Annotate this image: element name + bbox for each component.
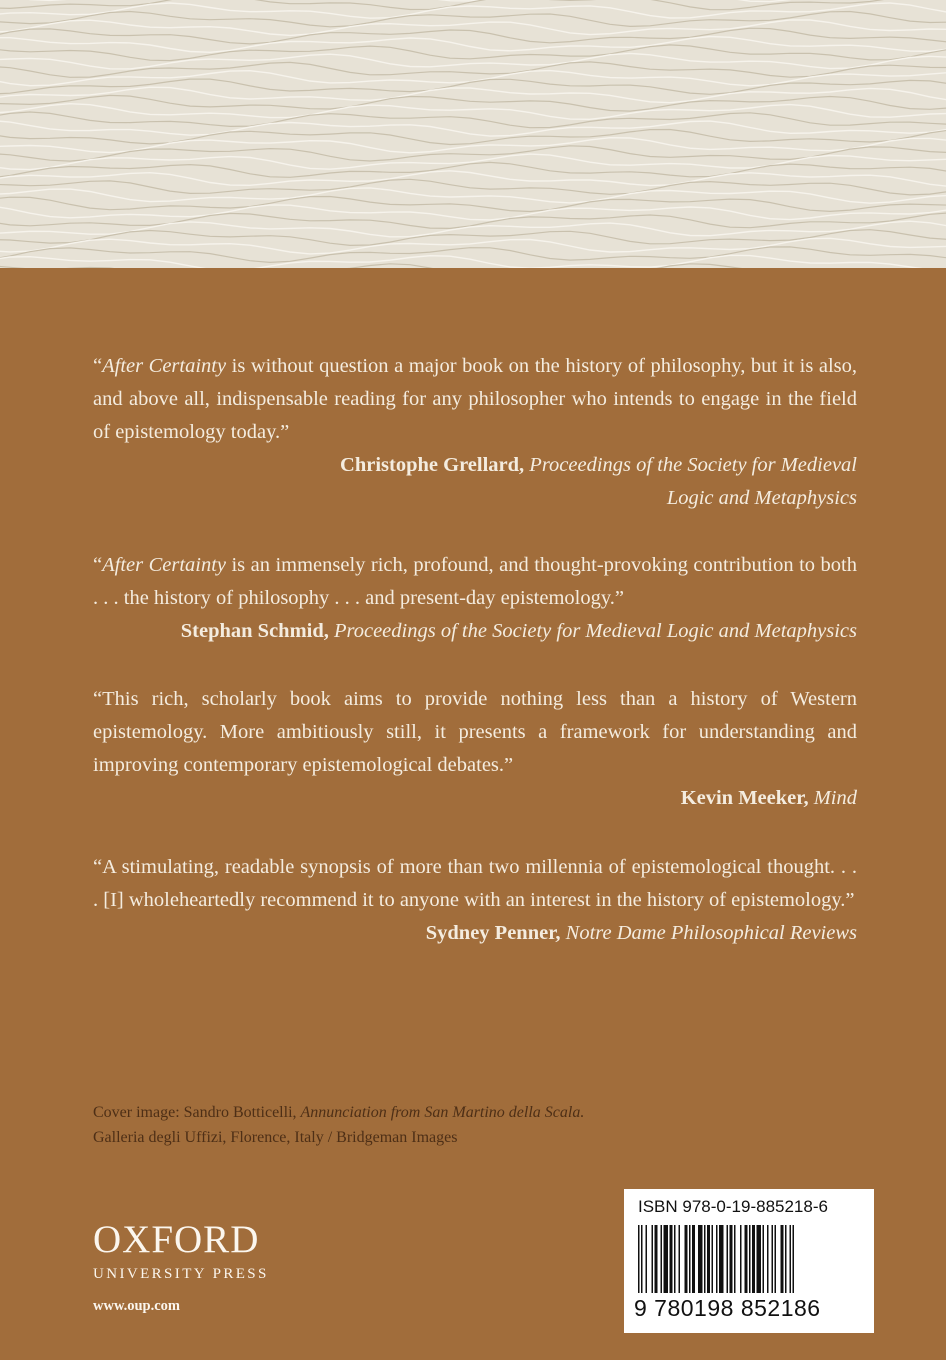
- barcode-bar: [664, 1225, 669, 1293]
- sand-ripple-line: [0, 20, 946, 36]
- sand-ripple-line: [0, 120, 946, 136]
- barcode-bar: [655, 1225, 658, 1293]
- barcode-bar: [727, 1225, 729, 1293]
- quote-fragment: “This rich, scholarly book aims to provide nothing less than a history of Western: [93, 688, 857, 710]
- barcode-bar: [646, 1225, 648, 1293]
- publisher-subtitle: UNIVERSITY PRESS: [93, 1266, 269, 1282]
- sand-ripple-line: [0, 162, 946, 178]
- quote-1-attribution: [93, 449, 857, 482]
- barcode-bar: [785, 1225, 787, 1293]
- quote-fragment: is without question a major book on the history of philosophy, but it: [226, 355, 795, 377]
- sand-ripple-line: [0, 221, 946, 237]
- quote-2-attribution: [93, 615, 857, 648]
- barcode-bar: [772, 1225, 774, 1293]
- ean13-barcode-icon: [634, 1225, 864, 1295]
- barcode-digits: 9 780198 852186: [634, 1295, 821, 1321]
- quote-1-reviewer: Christophe Grellard,: [340, 454, 525, 476]
- barcode-bar: [749, 1225, 751, 1293]
- barcode-bar: [670, 1225, 673, 1293]
- publisher-name: OXFORD: [93, 1218, 260, 1261]
- barcode-bar: [757, 1225, 762, 1293]
- cover-image-credit: [93, 1100, 873, 1150]
- barcode-bar: [793, 1225, 795, 1293]
- quote-fragment: “: [93, 355, 103, 377]
- sand-ripple-line: [0, 28, 946, 44]
- sand-ripple-line: [0, 130, 946, 145]
- barcode-bar: [712, 1225, 714, 1293]
- quote-fragment: epistemology. More ambitiously still, it presents a framework for understanding and: [93, 721, 857, 743]
- barcode-bar: [641, 1225, 643, 1293]
- quote-4-attribution: [93, 917, 857, 950]
- sand-ripple-line: [0, 264, 946, 268]
- quote-fragment: thought. . . . [I] wholeheartedly recommend it to anyone with an interest in the history: [93, 856, 857, 911]
- barcode-bar: [674, 1225, 676, 1293]
- barcode-box: [624, 1189, 874, 1333]
- quote-3-attribution: [93, 782, 857, 815]
- credit-line-1: [93, 1100, 873, 1125]
- quote-fragment: is also, and above all, indispensable reading for any philosopher who intends to engage: [93, 355, 857, 410]
- quote-2-reviewer: Stephan Schmid,: [180, 620, 329, 642]
- barcode-bar: [790, 1225, 792, 1293]
- sand-ripple-line: [0, 197, 946, 212]
- quote-4-text: [93, 851, 857, 917]
- quote-fragment: “: [93, 554, 103, 576]
- quote-1-text: [93, 350, 857, 449]
- sand-ripple-line: [0, 79, 946, 94]
- quote-2-text: [93, 549, 857, 615]
- barcode-bar: [661, 1225, 663, 1293]
- credit-line-2: Galleria degli Uffizi, Florence, Italy / Bridgeman Images: [93, 1129, 458, 1146]
- quote-3-reviewer: Kevin Meeker,: [680, 787, 809, 809]
- quote-3-source: Mind: [813, 787, 857, 809]
- barcode-bar: [767, 1225, 769, 1293]
- quote-fragment: improving contemporary epistemological debates.”: [93, 754, 514, 776]
- sand-ripple-line: [0, 238, 946, 254]
- barcode-bar: [707, 1225, 710, 1293]
- sand-ripple-line: [0, 104, 946, 120]
- quote-fragment: in the field of epistemology today.”: [93, 388, 857, 443]
- barcode-bar: [638, 1225, 640, 1293]
- quote-1-attribution-cont: [93, 482, 857, 515]
- quote-fragment: to both . . . the history of philosophy . . . and present-day epistemology.”: [93, 554, 857, 609]
- barcode-bar: [752, 1225, 755, 1293]
- quote-fragment: is an immensely rich, profound, and thought-provoking contribution: [226, 554, 794, 576]
- barcode-bar: [719, 1225, 724, 1293]
- quote-4: [93, 851, 857, 950]
- sand-ripple-line: [0, 112, 946, 128]
- sand-ripple-line: [0, 205, 946, 220]
- barcode-bar: [745, 1225, 748, 1293]
- rippled-sand-texture-icon: [0, 0, 946, 268]
- sand-ripple-line: [0, 12, 946, 27]
- barcode-bar: [740, 1225, 742, 1293]
- barcode-bar: [692, 1225, 695, 1293]
- barcode-bar: [716, 1225, 718, 1293]
- barcode-bar: [652, 1225, 654, 1293]
- quote-1-source-line-2: Logic and Metaphysics: [666, 487, 857, 509]
- isbn-label: ISBN 978-0-19-885218-6: [638, 1197, 828, 1216]
- barcode-bar: [685, 1225, 688, 1293]
- credit-artwork-title: Annunciation from San Martino della Scala.: [300, 1104, 585, 1121]
- barcode-bar: [679, 1225, 681, 1293]
- sand-ripple-line: [0, 87, 946, 103]
- barcode-bar: [704, 1225, 706, 1293]
- quote-fragment: of epistemology.”: [708, 889, 855, 911]
- barcode-bar: [698, 1225, 703, 1293]
- sand-ripple-line: [0, 188, 946, 203]
- publisher-url: www.oup.com: [93, 1298, 181, 1314]
- quote-4-source: Notre Dame Philosophical Reviews: [565, 922, 857, 944]
- quote-3: [93, 683, 857, 815]
- barcode-bar: [775, 1225, 777, 1293]
- credit-artist: Cover image: Sandro Botticelli,: [93, 1104, 301, 1121]
- barcode-bar: [763, 1225, 765, 1293]
- sand-ripple-line: [0, 255, 946, 268]
- quote-fragment: “A stimulating, readable synopsis of more than two millennia of epistemological: [93, 856, 762, 878]
- sand-ripple-line: [0, 53, 946, 69]
- barcode-bar: [781, 1225, 784, 1293]
- sand-ripple-line: [0, 37, 946, 53]
- book-title-italic: After Certainty: [102, 355, 227, 377]
- quote-1-source-line-1: Proceedings of the Society for Medieval: [529, 454, 857, 476]
- quote-3-text: [93, 683, 857, 782]
- barcode-bar: [734, 1225, 736, 1293]
- barcode-bar: [689, 1225, 691, 1293]
- publisher-logo: [93, 1220, 269, 1283]
- quote-1: [93, 350, 857, 515]
- quote-2-source: Proceedings of the Society for Medieval Logic and Metaphysics: [334, 620, 857, 642]
- sand-ripple-line: [0, 0, 946, 10]
- quote-2: [93, 549, 857, 648]
- book-title-italic: After Certainty: [102, 554, 227, 576]
- barcode-bar: [730, 1225, 733, 1293]
- quote-4-reviewer: Sydney Penner,: [425, 922, 561, 944]
